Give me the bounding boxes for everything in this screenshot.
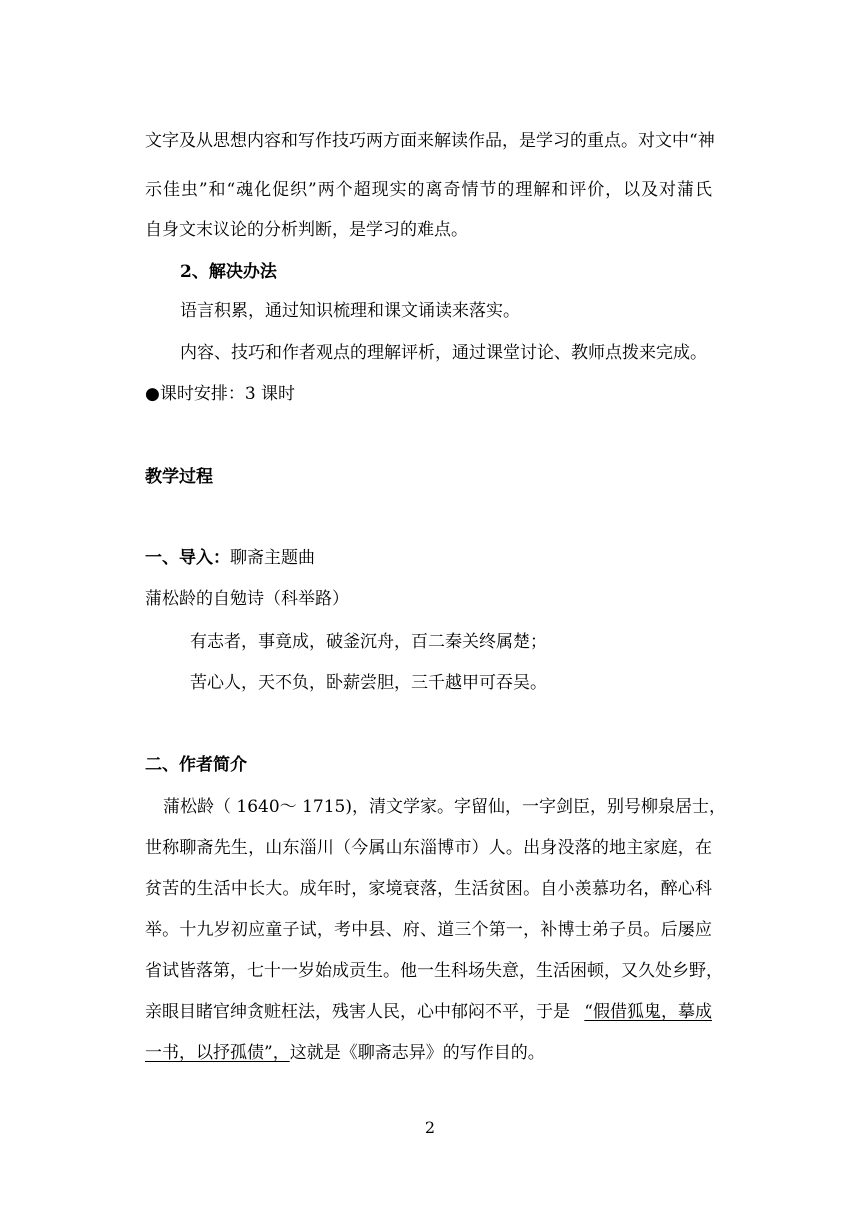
bio-line-1: 蒲松龄（ 1640～ 1715)，清文学家。字留仙，一字剑臣，别号柳泉居士，: [163, 797, 726, 817]
solution-item-2: 内容、技巧和作者观点的理解评析，通过课堂讨论、教师点拨来完成。: [180, 343, 707, 363]
bio-quote-start: “假借狐鬼，摹成: [584, 1002, 712, 1022]
bio-line-5: 省试皆落第，七十一岁始成贡生。他一生科场失意，生活困顿，又久处乡野，: [145, 961, 723, 981]
poem-verse-1: 有志者，事竟成，破釜沉舟，百二秦关终属楚；: [190, 632, 547, 652]
section-1-heading: [145, 548, 315, 568]
poem-title: 蒲松龄的自勉诗（科举路）: [145, 589, 349, 609]
bio-line-6: [145, 1002, 712, 1022]
bio-line-7: [145, 1043, 545, 1063]
bio-line-7-text: 这就是《聊斋志异》的写作目的。: [289, 1043, 545, 1063]
intro-line-1: 文字及从思想内容和写作技巧两方面来解读作品，是学习的重点。对文中“神: [145, 131, 715, 151]
process-heading: 教学过程: [145, 467, 213, 487]
section-1-heading-label: 一、导入：: [145, 548, 230, 568]
section-1-heading-topic: 聊斋主题曲: [230, 548, 315, 568]
bio-quote-end: 一书，以抒孤债”，: [145, 1043, 290, 1063]
bio-line-4: 举。十九岁初应童子试，考中县、府、道三个第一，补博士弟子员。后屡应: [145, 920, 712, 940]
poem-verse-2: 苦心人，天不负，卧薪尝胆，三千越甲可吞吴。: [190, 673, 547, 693]
page-number: 2: [424, 1118, 436, 1137]
schedule-line: ●课时安排：3 课时: [145, 384, 296, 404]
solution-item-1: 语言积累，通过知识梳理和课文诵读来落实。: [180, 301, 520, 321]
intro-line-2: 示佳虫”和“魂化促织”两个超现实的离奇情节的理解和评价，以及对蒲氏: [145, 180, 712, 200]
intro-line-3: 自身文末议论的分析判断，是学习的难点。: [145, 220, 468, 240]
bio-line-2: 世称聊斋先生，山东淄川（今属山东淄博市）人。出身没落的地主家庭，在: [145, 838, 712, 858]
solution-heading: 2、解决办法: [180, 262, 277, 282]
section-2-heading: 二、作者简介: [145, 755, 247, 775]
bio-line-6-text: 亲眼目睹官绅贪赃枉法，残害人民，心中郁闷不平，于是: [145, 1002, 570, 1022]
bio-line-3: 贫苦的生活中长大。成年时，家境衰落，生活贫困。自小羡慕功名，醉心科: [145, 879, 712, 899]
